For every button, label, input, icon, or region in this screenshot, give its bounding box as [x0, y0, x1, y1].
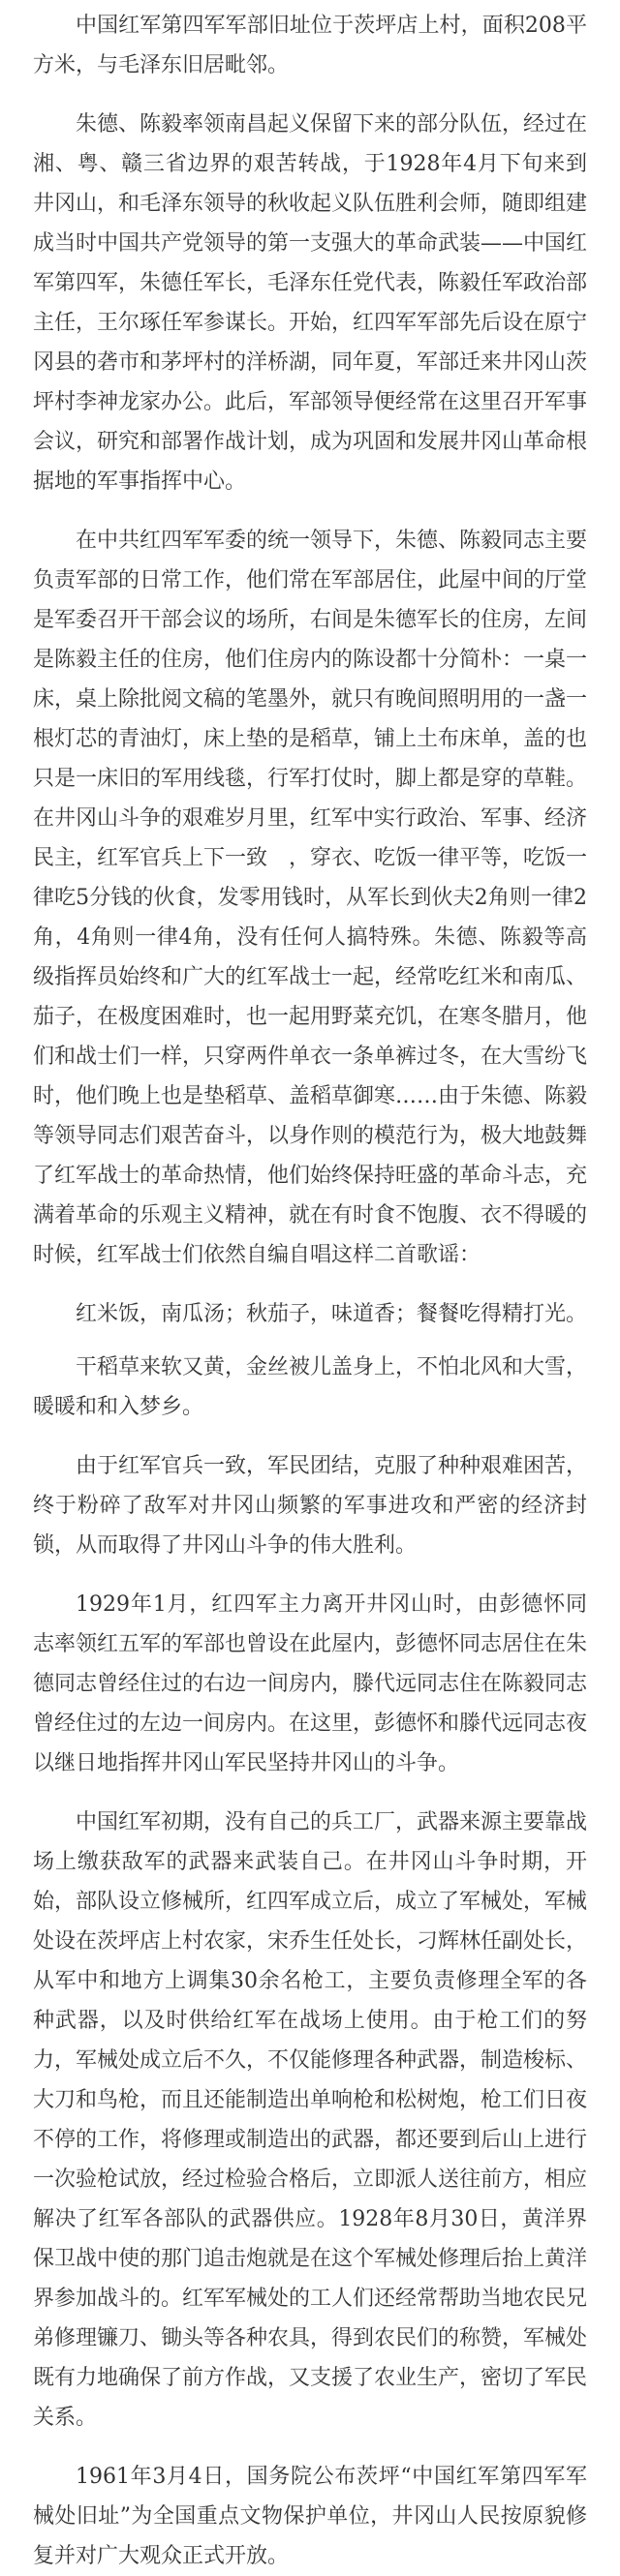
- ballad-line-1: 红米饭，南瓜汤；秋茄子，味道香；餐餐吃得精打光。: [76, 1302, 588, 1326]
- paragraph-daily-life: 在中共红四军军委的统一领导下，朱德、陈毅同志主要负责军部的日常工作，他们常在军部居住，此屋中间的厅堂是军委召开干部会议的场所，右间是朱德军长的住房，左间是陈毅主任的住房，他们住房内的陈设都十分简朴：一桌一床，桌上除批阅文稿的笔墨外，就只有晚间照明用的一盏一根灯芯的青油灯，床上垫的是稻草，铺上土布床单，盖的也只是一床旧的军用线毯，行军打仗时，脚上都是穿的草鞋。在井冈山斗争的艰难岁月里，红军中实行政治、军事、经济民主，红军官兵上下一致 ，穿衣、吃饭一律平等，吃饭一律吃5分钱的伙食，发零用钱时，从军长到伙夫2角则一律2角，4角则一律4角，没有任何人搞特殊。朱德、陈毅等高级指挥员始终和广大的红军战士一起，经常吃红米和南瓜、茄子，在极度困难时，也一起用野菜充饥，在寒冬腊月，他们和战士们一样，只穿两件单衣一条单裤过冬，在大雪纷飞时，他们晚上也是垫稻草、盖稻草御寒……由于朱德、陈毅等领导同志们艰苦奋斗，以身作则的模范行为，极大地鼓舞了红军战士的革命热情，他们始终保持旺盛的革命斗志，充满着革命的乐观主义精神，就在有时食不饱腹、衣不得暖的时候，红军战士们依然自编自唱这样二首歌谣：: [33, 529, 588, 1267]
- paragraph-armory: 中国红军初期，没有自己的兵工厂，武器来源主要靠战场上缴获敌军的武器来武装自己。在井冈山斗争时期，开始，部队设立修械所，红四军成立后，成立了军械处，军械处设在茨坪店上村农家，宋乔生任处长，刁辉林任副处长，从军中和地方上调集30余名枪工，主要负责修理全军的各种武器，以及时供给红军在战场上使用。由于枪工们的努力，军械处成立后不久，不仅能修理各种武器，制造梭标、大刀和鸟枪，而且还能制造出单响枪和松树炮，枪工们日夜不停的工作，将修理或制造出的武器，都还要到后山上进行一次验枪试放，经过检验合格后，立即派人送往前方，相应解决了红军各部队的武器供应。1928年8月30日，黄洋界保卫战中使的那门追击炮就是在这个军械处修理后抬上黄洋界参加战斗的。红军军械处的工人们还经常帮助当地农民兄弟修理镰刀、锄头等各种农具，得到农民们的称赞，军械处既有力地确保了前方作战，又支援了农业生产，密切了军民关系。: [33, 1810, 588, 2430]
- paragraph-history: 朱德、陈毅率领南昌起义保留下来的部分队伍，经过在湘、粤、赣三省边界的艰苦转战，于1928年4月下旬来到井冈山，和毛泽东领导的秋收起义队伍胜利会师，随即组建成当时中国共产党领导的第一支强大的革命武装——中国红军第四军，朱德任军长，毛泽东任党代表，陈毅任军政治部主任，王尔琢任军参谋长。开始，红四军军部先后设在原宁冈县的砻市和茅坪村的洋桥湖，同年夏，军部迁来井冈山茨坪村李神龙家办公。此后，军部领导便经常在这里召开军事会议，研究和部署作战计划，成为巩固和发展井冈山革命根据地的军事指挥中心。: [33, 112, 588, 494]
- paragraph-intro: 中国红军第四军军部旧址位于茨坪店上村，面积208平方米，与毛泽东旧居毗邻。: [33, 14, 587, 77]
- paragraph-1961: 1961年3月4日，国务院公布茨坪“中国红军第四军军械处旧址”为全国重点文物保护单位，井冈山人民按原貌修复并对广大观众正式开放。: [33, 2465, 587, 2568]
- paragraph-1929: 1929年1月，红四军主力离开井冈山时，由彭德怀同志率领红五军的军部也曾设在此屋内，彭德怀同志居住在朱德同志曾经住过的右边一间房内，滕代远同志住在陈毅同志曾经住过的左边一间房内。在这里，彭德怀和滕代远同志夜以继日地指挥井冈山军民坚持井冈山的斗争。: [33, 1592, 588, 1775]
- paragraph-victory: 由于红军官兵一致，军民团结，克服了种种艰难困苦，终于粉碎了敌军对井冈山频繁的军事进攻和严密的经济封锁，从而取得了井冈山斗争的伟大胜利。: [33, 1454, 588, 1558]
- ballad-line-2: 干稻草来软又黄，金丝被儿盖身上，不怕北风和大雪，暖暖和和入梦乡。: [33, 1355, 588, 1419]
